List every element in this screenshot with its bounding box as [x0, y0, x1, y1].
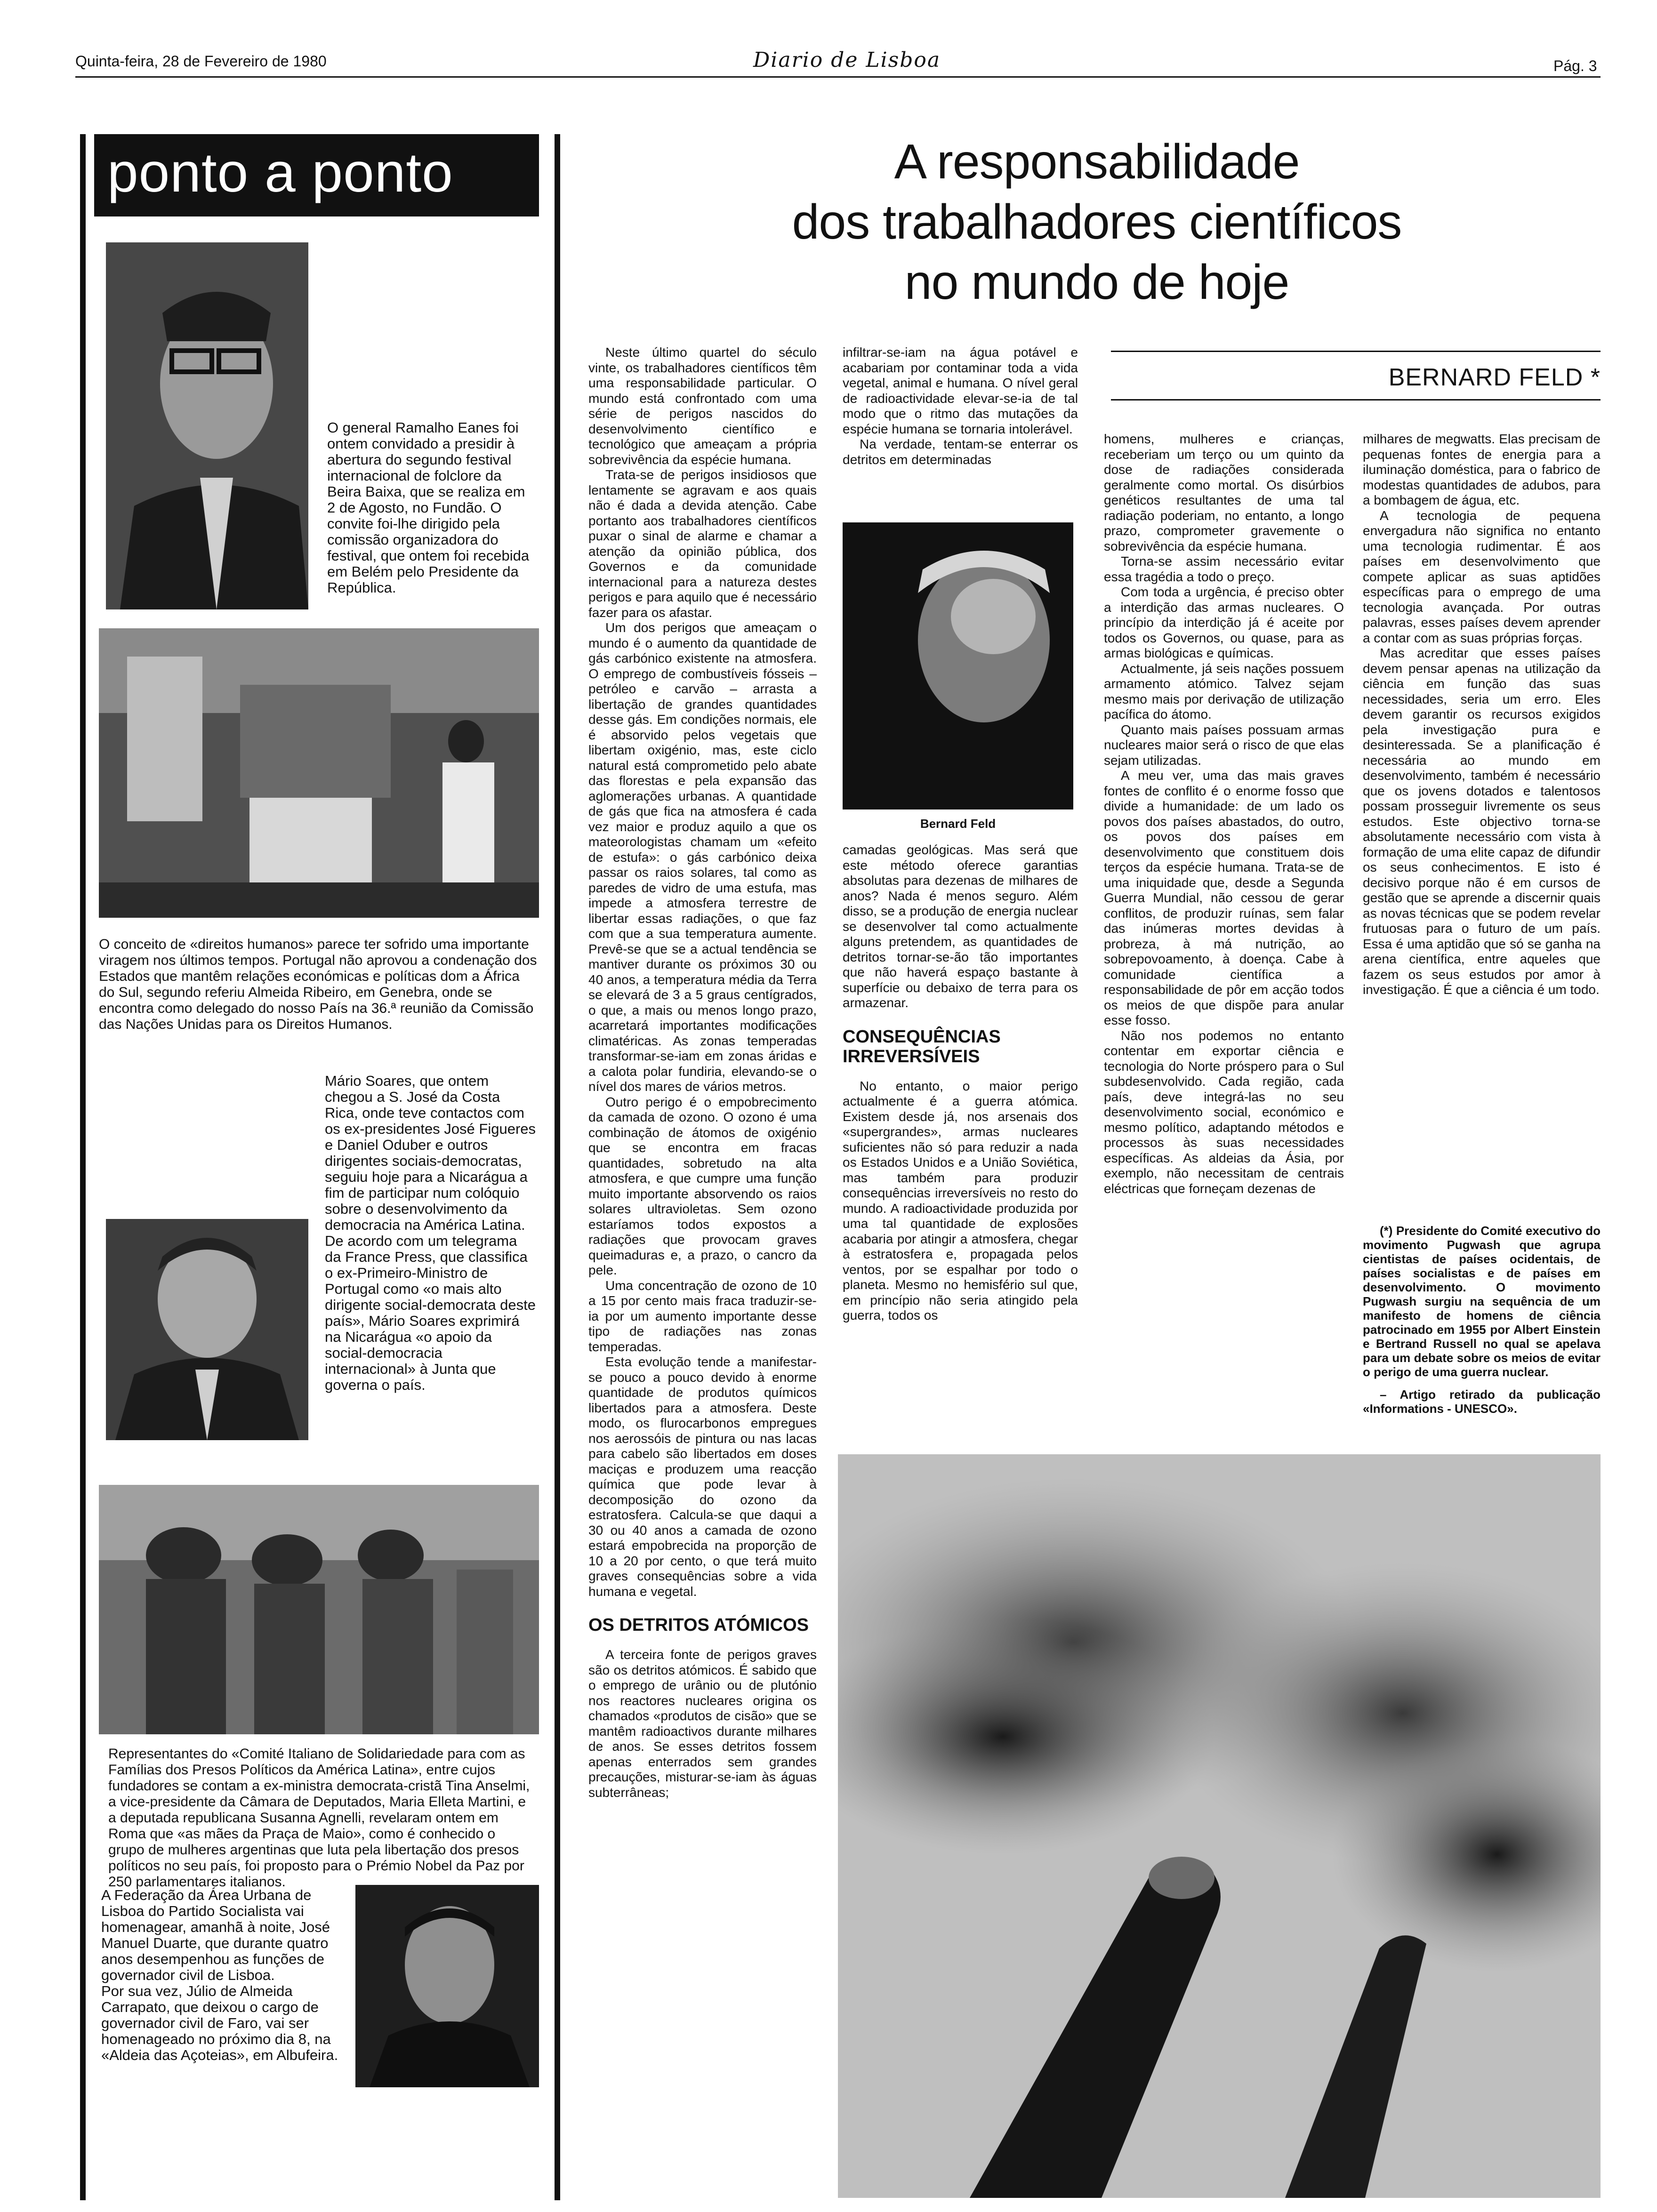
item-eanes-text: O general Ramalho Eanes foi ontem convidado a presidir à abertura do segundo festival internacional de folclore da Beira Baixa, que se realiza em 2 de Agosto, no Fundão. O convite foi-lhe dirigido pela comissão organizadora do festival, que ontem foi recebida em Belém pelo Presidente da República. [327, 419, 530, 596]
newspaper-name: Diario de Lisboa [753, 48, 941, 72]
article-column-4: milhares de megwatts. Elas precisam de pequenas fontes de energia para a iluminação doméstica, para o fabrico de modestas quantidades de adubos, para a bombagem de água, etc. A tecnologia de pequena envergadura não significa no entanto uma tecnologia rudimentar. É aos países em desenvolvimento que compete aplicar as suas aptidões específicas para o emprego de uma tecnologia avançada. Por outras palavras, esses países devem aprender a contar com as suas próprias forças. Mas acreditar que esses países devem pensar apenas na utilização da ciência em função das suas necessidades, seria um erro. Eles devem garantir os recursos exigidos pela investigação pura e desinteressada. Se a planificação é necessária ao mundo em desenvolvimento, também é necessário que os jovens dotados e talentosos possam prosseguir livremente os seus estudos. Este objectivo torna-se absolutamente necessário com vista à formação de uma elite capaz de difundir os seus conhecimentos. E isto é decisivo porque não é em cursos de gestão que se aprende a discernir quais as novas técnicas que se podem revelar frutuosas para o futuro de um país. Essa é uma aptidão que só se ganha na arena científica, entre aqueles que fazem os seus estudos por amor à investigação. É que a ciência é um todo. [1363, 432, 1601, 997]
article-headline [588, 132, 1605, 313]
byline-rule-bottom [1111, 399, 1601, 401]
article-column-2: camadas geológicas. Mas será que este método oferece garantias absolutas para dezenas de milhares de anos? Nada é menos seguro. Além disso, se a produção de energia nuclear se desenvolver tal como actualmente alguns pretendem, as quantidades de detritos tornar-se-ão tão importantes que não haverá espaço bastante à superfície ou debaixo de terra para os armazenar. CONSEQUÊNCIAS IRREVERSÍVEIS No entanto, o maior perigo actualmente é a guerra atómica. Existem desde já, nos arsenais dos «supergrandes», armas nucleares suficientes não só para reduzir a nada os Estados Unidos e a União Soviética, mas também para produzir consequências irreversíveis no resto do mundo. A radioactividade produzida por uma tal quantidade de explosões acabaria por atingir a atmosfera, chegar à estratosfera e, propagada pelos ventos, por se espalhar por todo o planeta. Mesmo no hemisfério sul que, em princípio não seria atingido pela guerra, todos os [843, 842, 1078, 1322]
item-human-rights-text: O conceito de «direitos humanos» parece ter sofrido uma importante viragem nos últimos tempos. Portugal não aprovou a condenação dos Estados que mantêm relações económicas e políticas dom a África do Sul, segundo referiu Almeida Ribeiro, em Genebra, onde se encontra como delegado do nosso País na 36.ª reunião da Comissão das Nações Unidas para os Direitos Humanos. [99, 937, 537, 1032]
photo-jose-manuel-duarte [355, 1885, 539, 2087]
issue-date: Quinta-feira, 28 de Fevereiro de 1980 [75, 53, 327, 70]
photo-ramalho-eanes [106, 242, 308, 609]
article-column-2-top: infiltrar-se-iam na água potável e acabariam por contaminar toda a vida vegetal, animal e humana. O nível geral de radioactividade elevar-se-ia de tal modo que o ritmo das mutações da espécie humana se tornaria intolerável. Na verdade, tentam-se enterrar os detritos em determinadas [843, 345, 1078, 467]
column-rule-left [80, 134, 86, 2200]
page-number: Pág. 3 [1553, 57, 1597, 74]
photo-caption-feld: Bernard Feld [920, 817, 996, 831]
headline-line-2: dos trabalhadores científicos [792, 195, 1402, 249]
article-column-3: homens, mulheres e crianças, receberiam um terço ou um quinto da dose de radiações considerada geralmente como mortal. Os disúrbios genéticos resultantes de uma tal radiação poderiam, no entanto, a longo prazo, comprometer gravemente o sobrevivência da espécie humana. Torna-se assim necessário evitar essa tragédia a todo o preço. Com toda a urgência, é preciso obter a interdição das armas nucleares. O princípio da interdição já é aceite por todos os Governos, ou quase, para as armas biológicas e químicas. Actualmente, já seis nações possuem armamento atómico. Talvez sejam mesmo mais por derivação de utilização pacífica do átomo. Quanto mais países possuam armas nucleares maior será o risco de que elas sejam utilizadas. A meu ver, uma das mais graves fontes de conflito é o enorme fosso que divide a humanidade: de um lado os povos dos países abastados, do outro, os povos dos países em desenvolvimento que constituem dois terços da espécie humana. Trata-se de uma iniquidade que, desde a Segunda Guerra Mundial, não cessou de gerar conflitos, de produzir ruínas, sem falar das inúmeras mortes devidas à probreza, à má nutrição, ao sobrepovoamento, à doença. Cabe à comunidade científica a responsabilidade de pôr em acção todos os meios de que dispõe para anular esse fosso. Não nos podemos no entanto contentar em exportar ciência e tecnologia do Norte próspero para o Sul subdesenvolvido. Cada região, cada país, deve integrá-las no seu desenvolvimento social, económico e mesmo político, adaptando métodos e processos às suas necessidades específicas. As aldeias da Ásia, por exemplo, não necessitam de centrais eléctricas que forneçam dezenas de [1104, 432, 1344, 1196]
column-rule-right [555, 134, 560, 2200]
photo-mario-soares [106, 1219, 308, 1440]
byline-rule-top [1111, 351, 1601, 352]
section-title: ponto a ponto [107, 142, 453, 204]
masthead-rule [75, 76, 1601, 78]
photo-smokestack-pollution [838, 1454, 1601, 2198]
scene-people-market [99, 628, 539, 918]
byline: BERNARD FELD * [1388, 364, 1601, 391]
photo-human-rights [99, 628, 539, 918]
article-column-1: Neste último quartel do século vinte, os trabalhadores científicos têm uma responsabilidade particular. O mundo está confrontado com uma série de perigos nascidos do desenvolvimento científico e tecnológico que ameaçam a própria sobrevivência da espécie humana. Trata-se de perigos insidiosos que lentamente se agravam e aos quais não é dada a devida atenção. Cabe portanto aos trabalhadores científicos puxar o sinal de alarme e chamar a atenção da opinião pública, dos Governos e da comunidade internacional para a natureza destes perigos e para aquilo que é necessário fazer para os afastar. Um dos perigos que ameaçam o mundo é o aumento da quantidade de gás carbónico existente na atmosfera. O emprego de combustíveis fósseis – petróleo e carvão – arrasta a libertação de grandes quantidades desse gás. Em condições normais, ele é absorvido pelos vegetais que libertam oxigénio, mas, este ciclo natural está comprometido pelo abate das florestas e pela expansão das aglomerações urbanas. A quantidade de gás que fica na atmosfera é cada vez maior e produz aquilo a que os mateorologistas chamam um «efeito de estufa»: o gás carbónico deixa passar os raios solares, tal como as paredes de vidro de uma estufa, mas impede a atmosfera terrestre de libertar essas radiações, o que faz com que a sua temperatura aumente. Prevê-se que se a actual tendência se mantiver durante os próximos 30 ou 40 anos, a temperatura média da Terra se elevará de 3 a 5 graus centígrados, o que, a mais ou menos longo prazo, acarretará importantes modificações climatéricas. As zonas temperadas transformar-se-iam em zonas áridas e a calota polar fundiria, elevando-se o nível dos mares de vários metros. Outro perigo é o empobrecimento da camada de ozono. O ozono é uma combinação de átomos de oxigénio que se encontra em fracas quantidades, sobretudo na alta atmosfera, e que cumpre uma função muito importante absorvendo os raios solares ultravioletas. Sem ozono estaríamos todos expostos a radiações que provocam graves queimaduras e, a prazo, o cancro da pele. Uma concentração de ozono de 10 a 15 por cento mais fraca traduzir-se-ia por um aumento importante desse tipo de radiações nas zonas temperadas. Esta evolução tende a manifestar-se pouco a pouco devido à enorme quantidade de produtos químicos libertados para a atmosfera. Deste modo, os flurocarbonos empregues nos aerossóis de pintura ou nas lacas para cabelo são libertados em doses maciças e produzem uma reacção química que pode levar à decomposição do ozono da estratosfera. Calcula-se que daqui a 30 ou 40 anos a camada de ozono estará empobrecida na proporção de 10 a 20 por cento, o que terá muito graves consequências sobre a vida humana e vegetal. OS DETRITOS ATÓMICOS A terceira fonte de perigos graves são os detritos atómicos. É sabido que o emprego de urânio ou de plutónio nos reactores nucleares origina os chamados «produtos de cisão» que se mantêm radioactivos durante milhares de anos. Se esses detritos fossem apenas enterrados sem grandes precauções, misturar-se-iam às águas subterrâneas; [588, 345, 817, 1800]
item-ps-lisboa-text: A Federação da Área Urbana de Lisboa do Partido Socialista vai homenagear, amanhã à noite, José Manuel Duarte, que durante quatro anos desempenhou as funções de governador civil de Lisboa. Por sua vez, Júlio de Almeida Carrapato, que deixou o cargo de governador civil de Faro, vai ser homenageado no próximo dia 8, na «Aldeia das Açoteias», em Albufeira. [101, 1887, 338, 2063]
footnote: (*) Presidente do Comité executivo do movimento Pugwash que agrupa cientistas de países ocidentais, de países socialistas e de países em desenvolvimento. O movimento Pugwash surgiu na sequência de um manifesto de homens de ciência patrocinado em 1955 por Albert Einstein e Bertrand Russell no qual se apelava para um debate sobre os meios de evitar o perigo de uma guerra nuclear. – Artigo retirado da publicação «Informations - UNESCO». [1363, 1224, 1601, 1416]
portrait-man-glasses [106, 242, 308, 609]
item-soares-text: Mário Soares, que ontem chegou a S. José da Costa Rica, onde teve contactos com os ex-presidentes José Figueres e Daniel Oduber e outros dirigentes sociais-democratas, seguiu hoje para a Nicarágua a fim de participar num colóquio sobre o desenvolvimento da democracia na América Latina. De acordo com um telegrama da France Press, que classifica o ex-Primeiro-Ministro de Portugal como «o mais alto dirigente social-democrata deste país», Mário Soares exprimirá na Nicarágua «o apoio da social-democracia internacional» à Junta que governa o país. [325, 1073, 536, 1393]
item-mothers-plaza-text: Representantes do «Comité Italiano de Solidariedade para com as Famílias dos Presos Políticos da América Latina», entre cujos fundadores se contam a ex-ministra democrata-cristã Tina Anselmi, a vice-presidente da Câmara de Deputados, Maria Elleta Martini, e a deputada republicana Susanna Agnelli, revelaram ontem em Roma que «as mães da Praça de Maio», como é conhecido o grupo de mulheres argentinas que luta pela libertação dos presos políticos no seu país, foi proposto para o Prémio Nobel da Paz por 250 parlamentares italianos. [108, 1746, 530, 1890]
subheading-detritos: OS DETRITOS ATÓMICOS [588, 1615, 809, 1635]
headline-line-3: no mundo de hoje [904, 255, 1289, 310]
portrait-mario-soares [106, 1219, 308, 1440]
scene-soldiers-helmets [99, 1485, 539, 1734]
photo-bernard-feld [843, 522, 1073, 809]
portrait-jose-manuel-duarte [355, 1885, 539, 2087]
subheading-consequencias: CONSEQUÊNCIAS IRREVERSÍVEIS [843, 1026, 1001, 1066]
portrait-bernard-feld [843, 522, 1073, 809]
smokestack-smoke-image [838, 1454, 1601, 2198]
photo-argentine-soldiers [99, 1485, 539, 1734]
headline-line-1: A responsabilidade [894, 135, 1300, 189]
